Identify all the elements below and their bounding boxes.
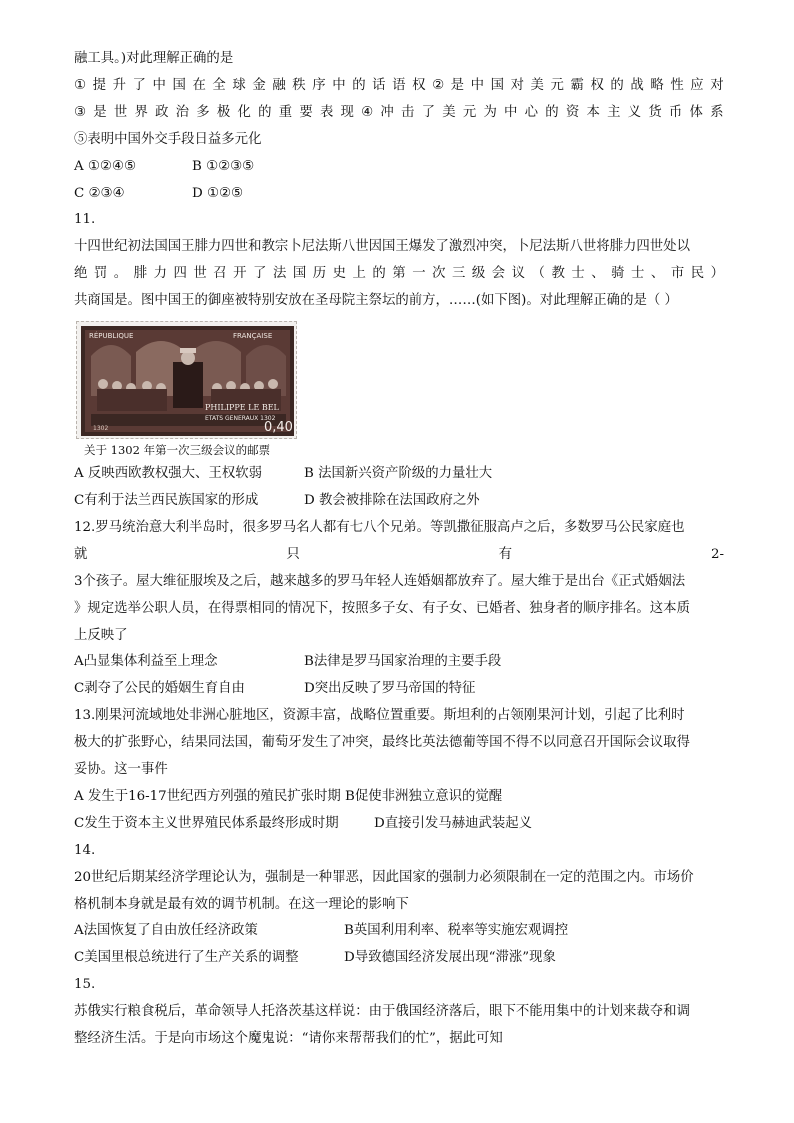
- statement-char: 的: [610, 77, 624, 93]
- statement-char: 冲: [380, 104, 394, 120]
- statement-char: 多: [196, 104, 210, 120]
- q12-stem-line-2: [74, 542, 724, 569]
- stamp-text-year: 1302: [93, 425, 109, 433]
- q12-word-1: 就: [74, 546, 88, 562]
- statement-char: 提: [92, 77, 106, 93]
- q14-stem-line-1: 20世纪后期某经济学理论认为，强制是一种罪恶，因此国家的强制力必须限制在一定的范围之内。市场价: [74, 869, 694, 885]
- statement-char: 心: [524, 104, 539, 120]
- exam-page: [74, 46, 724, 1053]
- statement-char: ①: [74, 77, 87, 93]
- statement-char: 是: [450, 77, 465, 93]
- statement-char: 中: [152, 77, 166, 93]
- statement-char: 对: [510, 77, 524, 93]
- statement-char: 极: [216, 104, 231, 120]
- statement-char: 语: [392, 77, 406, 93]
- statement-char: 界: [134, 104, 148, 120]
- statement-char: 货: [648, 104, 662, 120]
- q12-option-b[interactable]: B法律是罗马国家治理的主要手段: [304, 654, 502, 670]
- q12-word-4: 2-: [710, 546, 724, 562]
- statement-char: 权: [412, 77, 426, 93]
- statement-char: 币: [668, 104, 683, 120]
- statement-char: 主: [607, 104, 621, 120]
- q12-options-row-2: [74, 676, 724, 703]
- stamp-image: [76, 321, 297, 439]
- q11-options-row-1: [74, 461, 724, 488]
- q10-statements-line-1: [74, 73, 724, 100]
- statement-char: 国: [490, 77, 504, 93]
- q10-option-a[interactable]: A ①②④⑤: [74, 158, 136, 174]
- stamp-text-king: PHILIPPE LE BEL: [205, 403, 279, 413]
- statement-char: 全: [212, 77, 226, 93]
- q13-stem-line-3: 妥协。这一事件: [74, 762, 168, 778]
- statement-char: 治: [175, 104, 190, 120]
- q13-option-a-b[interactable]: A 发生于16-17世纪西方列强的殖民扩张时期 B促使非洲独立意识的觉醒: [74, 788, 503, 804]
- statement-char: 体: [689, 104, 703, 120]
- statement-char: 元: [462, 104, 477, 120]
- statement-char: ③: [74, 104, 87, 120]
- q11-option-a[interactable]: A 反映西欧教权强大、王权软弱: [74, 466, 263, 482]
- q14-options-row-2: [74, 945, 724, 972]
- q10-option-b[interactable]: B ①②③⑤: [192, 158, 255, 174]
- q11-option-b[interactable]: B 法国新兴资产阶级的力量壮大: [304, 466, 493, 482]
- statement-char: 了: [132, 77, 146, 93]
- statement-char: 性: [670, 77, 684, 93]
- statement-char: 政: [155, 104, 169, 120]
- q10-options-row-1: [74, 154, 724, 181]
- q10-option-c[interactable]: C ②③④: [74, 185, 125, 201]
- q12-option-c[interactable]: C剥夺了公民的婚姻生育自由: [74, 681, 245, 697]
- statement-char: 霸: [570, 77, 584, 93]
- statement-char: 金: [252, 77, 266, 93]
- statement-char: 现: [340, 104, 354, 120]
- q13-option-c[interactable]: C发生于资本主义世界殖民体系最终形成时期: [74, 815, 339, 831]
- q14-option-d[interactable]: D导致德国经济发展出现“滞涨”现象: [344, 950, 556, 966]
- statement-char: 美: [442, 104, 456, 120]
- q10-option-d[interactable]: D ①②⑤: [192, 185, 244, 201]
- statement-char: 世: [113, 104, 128, 120]
- q11-options-row-2: [74, 488, 724, 515]
- statement-char: ②: [432, 77, 445, 93]
- statement-char: 应: [690, 77, 704, 93]
- stamp-figure: [76, 321, 724, 461]
- statement-char: 义: [627, 104, 642, 120]
- statement-char: 中: [504, 104, 518, 120]
- statement-char: 战: [630, 77, 644, 93]
- q11-option-d[interactable]: D 教会被排除在法国政府之外: [304, 492, 480, 508]
- q10-continuation: 融工具。)对此理解正确的是: [74, 51, 234, 66]
- q12-option-d[interactable]: D突出反映了罗马帝国的特征: [304, 681, 476, 697]
- statement-char: 升: [112, 77, 126, 93]
- q15-stem-line-1: 苏俄实行粮食税后，革命领导人托洛茨基这样说：由于俄国经济落后，眼下不能用集中的计划来裁夺和调: [74, 1004, 690, 1020]
- statement-char: 的: [352, 77, 366, 93]
- statement-char: 资: [565, 104, 580, 120]
- q14-number: 14.: [74, 842, 96, 858]
- q12-stem-line-5: 上反映了: [74, 627, 128, 643]
- q12-stem-line-4: 》规定选举公职人员，在得票相同的情况下，按照多子女、有子女、已婚者、独身者的顺序排名。这本质: [74, 600, 690, 616]
- statement-char: 的: [545, 104, 559, 120]
- statement-char: 权: [590, 77, 604, 93]
- q12-word-2: 只: [286, 546, 300, 562]
- statement-char: 中: [332, 77, 346, 93]
- stamp-illustration: [81, 326, 294, 436]
- q14-options-row-1: [74, 918, 724, 945]
- statement-char: 击: [401, 104, 415, 120]
- q11-option-c[interactable]: C有利于法兰西民族国家的形成: [74, 492, 259, 508]
- statement-char: 对: [710, 77, 724, 93]
- statement-char: ④: [361, 104, 374, 120]
- q13-options-row-2: [74, 811, 724, 838]
- statement-char: 秩: [292, 77, 306, 93]
- q13-stem-line-2: 极大的扩张野心，结果同法国，葡萄牙发生了冲突，最终比英法德葡等国不得不以同意召开国际会议取得: [74, 735, 690, 751]
- statement-char: 本: [586, 104, 600, 120]
- stamp-text-republique: RÉPUBLIQUE: [89, 332, 134, 341]
- stamp-text-value: 0,40: [264, 420, 293, 436]
- q12-stem-line-1: 12.罗马统治意大利半岛时，很多罗马名人都有七八个兄弟。等凯撒征服高卢之后，多数罗马公民家庭也: [74, 519, 685, 535]
- statement-char: 中: [470, 77, 485, 93]
- stamp-text-event: ETATS GENERAUX 1302: [205, 415, 276, 423]
- q11-number: 11.: [74, 212, 96, 228]
- q14-stem-line-2: 格机制本身就是最有效的调节机制。在这一理论的影响下: [74, 896, 409, 912]
- statement-char: 要: [299, 104, 313, 120]
- stamp-caption: 关于 1302 年第一次三级会议的邮票: [84, 443, 271, 458]
- q12-option-a[interactable]: A凸显集体利益至上理念: [74, 654, 218, 670]
- q13-stem-line-1: 13.刚果河流域地处非洲心脏地区，资源丰富，战略位置重要。斯坦利的占领刚果河计划，引起了比利时: [74, 708, 685, 724]
- q14-option-b[interactable]: B英国利用利率、税率等实施宏观调控: [344, 923, 569, 939]
- q14-option-c[interactable]: C美国里根总统进行了生产关系的调整: [74, 950, 299, 966]
- statement-char: 国: [172, 77, 186, 93]
- statement-char: 略: [650, 77, 664, 93]
- statement-char: 球: [232, 77, 246, 93]
- statement-char: 重: [278, 104, 293, 120]
- statement-char: 化: [237, 104, 251, 120]
- statement-char: 元: [550, 77, 564, 93]
- stamp-text-francaise: FRANÇAISE: [233, 332, 273, 341]
- q13-option-d[interactable]: D直接引发马赫迪武装起义: [374, 815, 533, 831]
- q12-stem-line-3: 3个孩子。屋大维征服埃及之后，越来越多的罗马年轻人连婚姻都放弃了。屋大维于是出台《正式婚姻法: [74, 573, 686, 589]
- q10-statements-line-2: [74, 100, 724, 127]
- statement-char: 在: [192, 77, 206, 93]
- statement-char: 话: [372, 77, 386, 93]
- statement-char: 是: [93, 104, 107, 120]
- q11-stem-line-3: 共商国是。图中国王的御座被特别安放在圣母院主祭坛的前方，……(如下图)。对此理解正确的是（ ）: [74, 293, 678, 309]
- statement-char: 为: [483, 104, 497, 120]
- statement-char: 表: [319, 104, 334, 120]
- q11-stem-line-2: 绝罚。腓力四世召开了法国历史上的第一次三级会议（教士、骑士、市民）: [74, 266, 724, 282]
- q15-stem-line-2: 整经济生活。于是向市场这个魔鬼说：“请你来帮帮我们的忙”，据此可知: [74, 1031, 503, 1047]
- q15-number: 15.: [74, 977, 96, 993]
- q10-options-row-2: [74, 181, 724, 208]
- statement-char: 了: [421, 104, 435, 120]
- q12-options-row-1: [74, 649, 724, 676]
- statement-char: 系: [710, 104, 724, 120]
- q14-option-a[interactable]: A法国恢复了自由放任经济政策: [74, 923, 258, 939]
- q10-statements-line-3: ⑤表明中国外交手段日益多元化: [74, 131, 262, 147]
- statement-char: 美: [530, 77, 544, 93]
- statement-char: 融: [272, 77, 286, 93]
- statement-char: 序: [312, 77, 326, 93]
- q12-word-3: 有: [498, 546, 513, 562]
- q11-stem-line-1: 十四世纪初法国国王腓力四世和教宗卜尼法斯八世因国王爆发了激烈冲突，卜尼法斯八世将腓力四世处以: [74, 239, 690, 255]
- statement-char: 的: [258, 104, 272, 120]
